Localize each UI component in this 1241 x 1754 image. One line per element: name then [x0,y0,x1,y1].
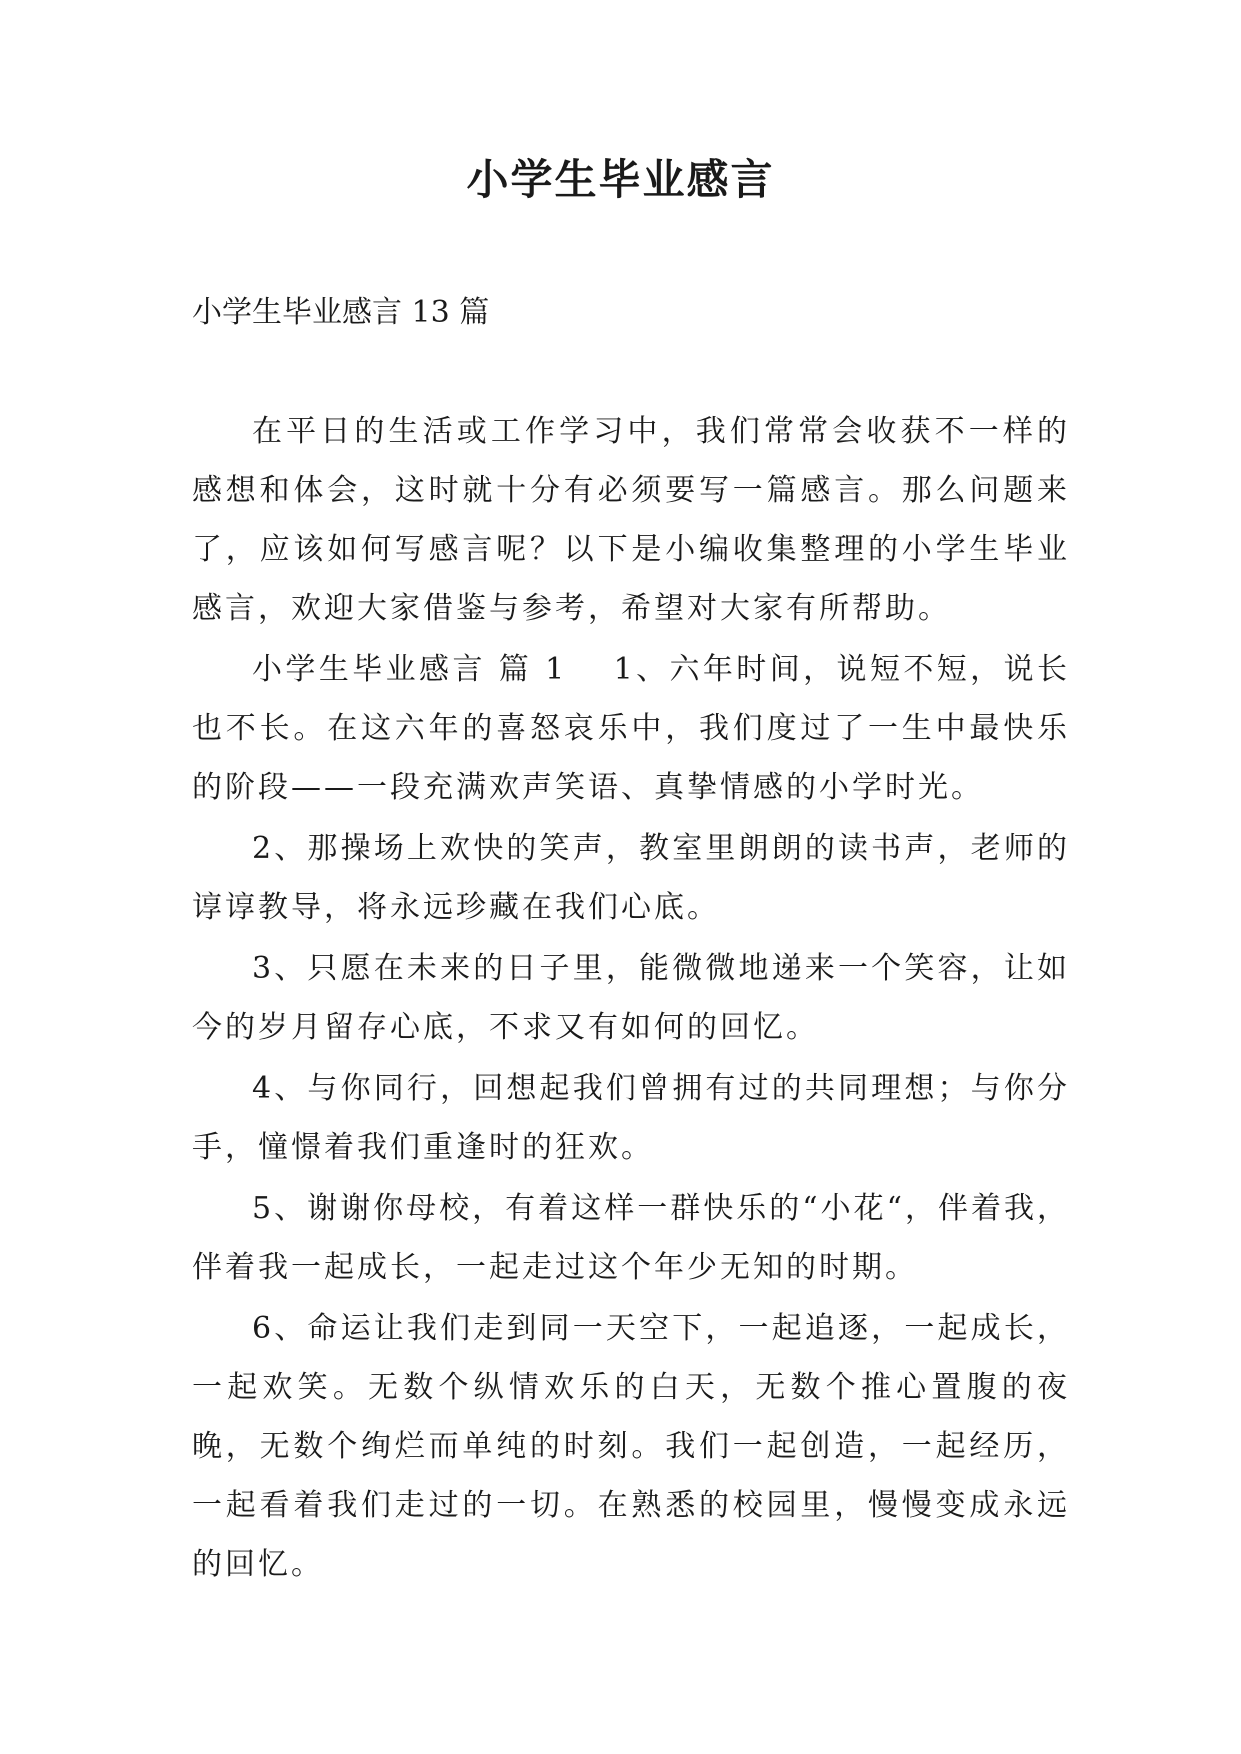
paragraph-2: 2、那操场上欢快的笑声，教室里朗朗的读书声，老师的谆谆教导，将永远珍藏在我们心底。 [192,831,1070,925]
paragraph-4: 4、与你同行，回想起我们曾拥有过的共同理想；与你分手，憧憬着我们重逢时的狂欢。 [192,1071,1070,1165]
paragraph-5: 5、谢谢你母校，有着这样一群快乐的“小花“，伴着我，伴着我一起成长，一起走过这个年少无知的时期。 [192,1191,1070,1285]
paragraph-3: 3、只愿在未来的日子里，能微微地递来一个笑容，让如今的岁月留存心底，不求又有如何的回忆。 [192,951,1070,1045]
paragraph-6: 6、命运让我们走到同一天空下，一起追逐，一起成长，一起欢笑。无数个纵情欢乐的白天，无数个推心置腹的夜晚，无数个绚烂而单纯的时刻。我们一起创造，一起经历，一起看着我们走过的一切。在熟悉的校园里，慢慢变成永远的回忆。 [192,1311,1070,1582]
document-body [192,402,1070,1594]
document-title: 小学生毕业感言 [466,155,775,204]
paragraph-1: 小学生毕业感言 篇 1 1、六年时间，说短不短，说长也不长。在这六年的喜怒哀乐中，我们度过了一生中最快乐的阶段——一段充满欢声笑语、真挚情感的小学时光。 [192,652,1070,805]
paragraph-intro: 在平日的生活或工作学习中，我们常常会收获不一样的感想和体会，这时就十分有必须要写一篇感言。那么问题来了，应该如何写感言呢？以下是小编收集整理的小学生毕业感言，欢迎大家借鉴与参考，希望对大家有所帮助。 [192,414,1070,626]
document-subtitle: 小学生毕业感言 13 篇 [192,295,490,330]
